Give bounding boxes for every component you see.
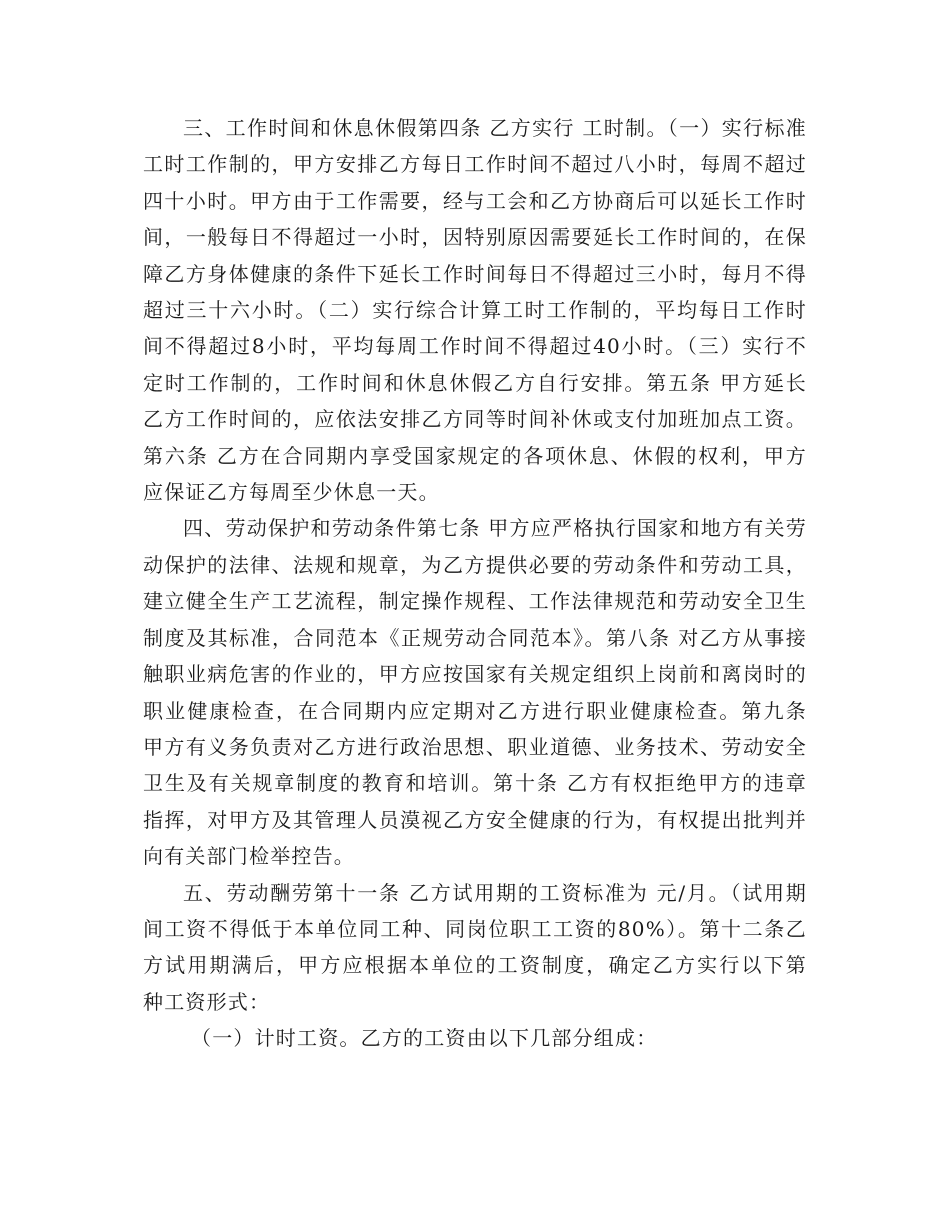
paragraph-labor-protection: 四、劳动保护和劳动条件第七条 甲方应严格执行国家和地方有关劳动保护的法律、法规和规章，为乙方提供必要的劳动条件和劳动工具，建立健全生产工艺流程，制定操作规程、工作法律规范和劳动安全卫生制度及其标准，合同范本《正规劳动合同范本》。第八条 对乙方从事接触职业病危害的作业的，甲方应按国家有关规定组织上岗前和离岗时的职业健康检查，在合同期内应定期对乙方进行职业健康检查。第九条 甲方有义务负责对乙方进行政治思想、职业道德、业务技术、劳动安全卫生及有关规章制度的教育和培训。第十条 乙方有权拒绝甲方的违章指挥，对甲方及其管理人员漠视乙方安全健康的行为，有权提出批判并向有关部门检举控告。 <box>143 516 807 869</box>
paragraph-time-wage: （一）计时工资。乙方的工资由以下几部分组成： <box>191 1026 658 1051</box>
paragraph-working-hours: 三、工作时间和休息休假第四条 乙方实行 工时制。（一）实行标准工时工作制的，甲方安排乙方每日工作时间不超过八小时，每周不超过四十小时。甲方由于工作需要，经与工会和乙方协商后可以延长工作时间，一般每日不得超过一小时，因特别原因需要延长工作时间的，在保障乙方身体健康的条件下延长工作时间每日不得超过三小时，每月不得超过三十六小时。（二）实行综合计算工时工作制的，平均每日工作时间不得超过8小时，平均每周工作时间不得超过40小时。（三）实行不定时工作制的，工作时间和休息休假乙方自行安排。第五条 甲方延长乙方工作时间的，应依法安排乙方同等时间补休或支付加班加点工资。第六条 乙方在合同期内享受国家规定的各项休息、休假的权利，甲方应保证乙方每周至少休息一天。 <box>143 116 807 505</box>
document-body <box>143 110 807 1057</box>
paragraph-remuneration: 五、劳动酬劳第十一条 乙方试用期的工资标准为 元/月。（试用期间工资不得低于本单位同工种、同岗位职工工资的80%）。第十二条乙方试用期满后，甲方应根据本单位的工资制度，确定乙方实行以下第 种工资形式： <box>143 880 807 1014</box>
